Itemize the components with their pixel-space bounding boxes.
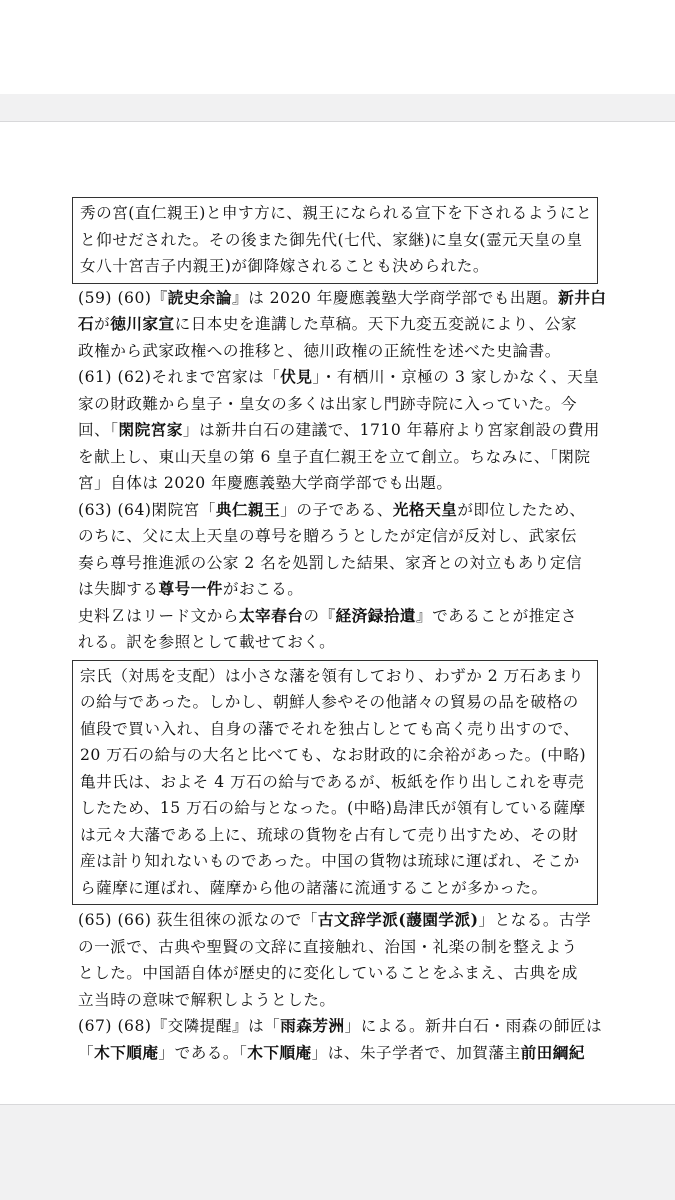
note-61-62: (61) (62)それまで宮家は「伏見」・有栖川・京極の 3 家しかなく、天皇 家の財政難から皇子・皇女の多くは出家し門跡寺院に入っていた。今 回、「閑院宮家」は新井白石の建議で、1710 年幕府より宮家創設の費用 を献上し、東山天皇の第 6 皇子直仁親王を立て創立。ちなみに、「閑院 宮」自体は 2020 年慶應義塾大学商学部でも出題。 — [78, 367, 600, 492]
quote-line: と仰せだされた。その後また御先代(七代、家継)に皇女(霊元天皇の皇 — [80, 230, 583, 249]
quote-box-1 — [72, 197, 598, 284]
translation-line: の給与であった。しかし、朝鮮人参やその他諸々の貿易の品を破格の — [80, 693, 579, 711]
translation-line: 値段で買い入れ、自身の藩でそれを独占しとても高く売り出すので、 — [80, 719, 580, 738]
shiryo-z-note: 史料Ｚはリード文から太宰春台の『経済録拾遺』であることが推定さ れる。訳を参照として載せておく。 — [78, 605, 577, 651]
translation-box — [72, 660, 598, 906]
viewer-toolbar-band — [0, 94, 675, 122]
translation-line: ら薩摩に運ばれ、薩摩から他の諸藩に流通することが多かった。 — [80, 878, 548, 897]
translation-line: 亀井氏は、およそ 4 万石の給与であるが、板紙を作り出しこれを専売 — [80, 772, 585, 791]
translation-line: 宗氏（対馬を支配）は小さな藩を領有しており、わずか 2 万石あまり — [80, 666, 585, 685]
translation-line: 産は計り知れないものであった。中国の貨物は琉球に運ばれ、そこか — [80, 852, 580, 870]
quote-line: 秀の宮(直仁親王)と申す方に、親王になられる宣下を下されるようにと — [80, 204, 593, 222]
translation-line: は元々大藩である上に、琉球の貨物を占有して売り出すため、その財 — [80, 825, 579, 844]
page-content — [78, 197, 607, 1066]
note-67-68: (67) (68)『交隣提醒』は「雨森芳洲」による。新井白石・雨森の師匠は 「木下順庵」である。「木下順庵」は、朱子学者で、加賀藩主前田綱紀 — [78, 1016, 603, 1062]
translation-line: したため、15 万石の給与となった。(中略)島津氏が領有している薩摩 — [80, 799, 586, 817]
note-59-60: (59) (60)『読史余論』は 2020 年慶應義塾大学商学部でも出題。新井白 石が徳川家宣に日本史を進講した草稿。天下九変五変説により、公家 政権から武家政権への推移と、徳川政権の正統性を述べた史論書。 — [78, 287, 607, 360]
viewer-top-area — [0, 0, 675, 94]
note-63-64: (63) (64)閑院宮「典仁親王」の子である、光格天皇が即位したため、 のちに、父に太上天皇の尊号を贈ろうとしたが定信が反対し、武家伝 奏ら尊号推進派の公家 2 名を処罰した結果、家斉との対立もあり定信 は失脚する尊号一件がおこる。 — [78, 499, 586, 598]
quote-line: 女八十宮吉子内親王)が御降嫁されることも決められた。 — [80, 257, 489, 275]
viewer-bottom-band — [0, 1104, 675, 1200]
note-65-66: (65) (66) 荻生徂徠の派なので「古文辞学派(蘐園学派)」となる。古学 の一派で、古典や聖賢の文辞に直接触れ、治国・礼楽の制を整えよう とした。中国語自体が歴史的に変化していることをふまえ、古典を成 立当時の意味で解釈しようとした。 — [78, 910, 592, 1009]
translation-line: 20 万石の給与の大名と比べても、なお財政的に余裕があった。(中略) — [80, 746, 587, 764]
